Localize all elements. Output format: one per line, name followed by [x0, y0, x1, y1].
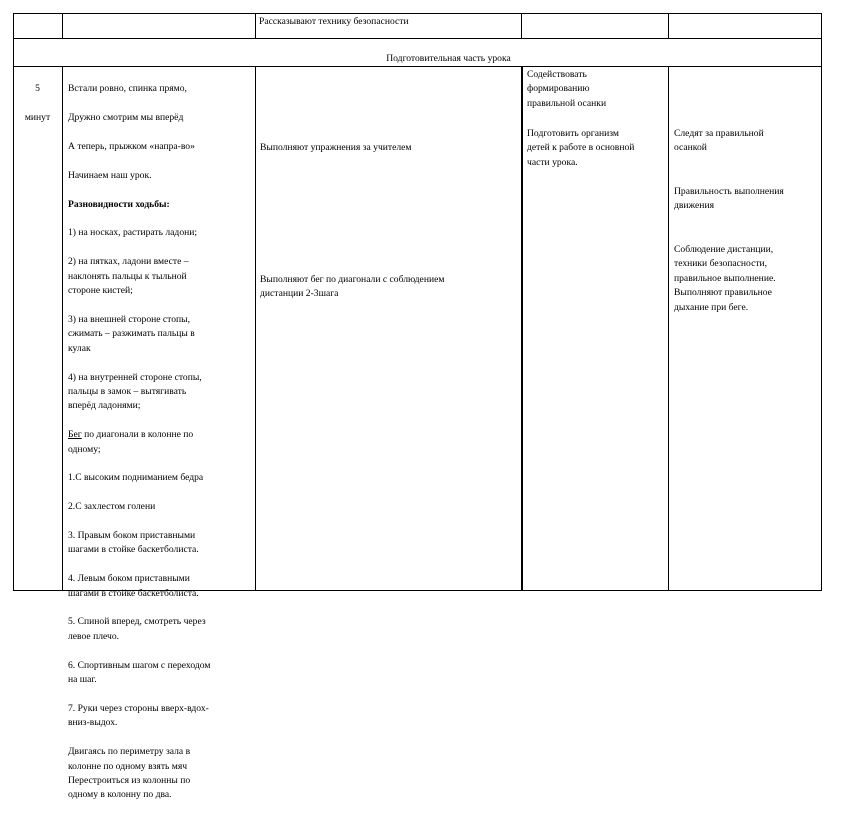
- activity-run-text: Выполняют бег по диагонали с соблюдением дистанции 2-3шага: [260, 274, 445, 300]
- walking-item: 4) на внутренней стороне стопы, пальцы в замок – вытягивать вперёд ладонями;: [68, 371, 202, 412]
- intro-line: А теперь, прыжком «напра-во»: [68, 141, 195, 153]
- goal-prepare-text: Подготовить организм детей к работе в основной части урока.: [527, 128, 635, 168]
- control-movement-text: Правильность выполнения движения: [674, 186, 784, 212]
- table-border-right: [821, 13, 822, 591]
- walking-item: 2) на пятках, ладони вместе – наклонять пальцы к тыльной стороне кистей;: [68, 256, 189, 297]
- run-heading: [68, 428, 253, 457]
- goal-posture-text: Содействовать формированию правильной осанки: [527, 69, 607, 109]
- time-number: 5: [35, 83, 40, 95]
- run-item: 4. Левым боком приставными шагами в стойке баскетболиста.: [68, 573, 199, 599]
- walking-heading: Разновидности ходьбы:: [68, 198, 170, 210]
- row1-activity-text: Рассказывают технику безопасности: [259, 16, 409, 27]
- run-item: 1.С высоким подниманием бедра: [68, 472, 204, 484]
- run-item: 7. Руки через стороны вверх-вдох- вниз-выдох.: [68, 702, 209, 729]
- table-border-top: [13, 13, 822, 14]
- column-divider-content-row1: [255, 13, 256, 39]
- run-item: 5. Спиной вперед, смотреть через левое плечо.: [68, 616, 206, 642]
- intro-line: Дружно смотрим мы вперёд: [68, 112, 184, 124]
- time-unit: минут: [24, 112, 51, 124]
- walking-item: 3) на внешней стороне стопы, сжимать – разжимать пальцы в кулак: [68, 313, 195, 354]
- column-divider-goals: [668, 66, 669, 591]
- control-distance-text: Соблюдение дистанции, техники безопасности, правильное выполнение. Выполняют правильное дыхание при беге.: [674, 244, 776, 313]
- column-divider-time: [62, 66, 63, 591]
- column-divider-activity: [521, 66, 523, 591]
- column-divider-activity-row1: [521, 13, 522, 39]
- section-title: Подготовительная часть урока: [386, 53, 511, 64]
- run-item: 2.С захлестом голени: [68, 501, 156, 513]
- run-word: Бег: [68, 429, 82, 441]
- intro-line: Начинаем наш урок.: [68, 169, 152, 181]
- column-divider-time-row1: [62, 13, 63, 39]
- activity-exercise-text: Выполняют упражнения за учителем: [260, 142, 412, 153]
- run-item: 3. Правым боком приставными шагами в стойке баскетболиста.: [68, 530, 199, 556]
- intro-line: Встали ровно, спинка прямо,: [68, 83, 187, 95]
- column-divider-content: [255, 66, 256, 591]
- table-border-row1-bottom: [13, 38, 822, 39]
- time-cell: [13, 68, 62, 140]
- run-item: 6. Спортивным шагом с переходом на шаг.: [68, 659, 211, 686]
- walking-item: 1) на носках, растирать ладони;: [68, 227, 198, 239]
- content-cell: [68, 68, 253, 817]
- run-description: по диагонали в колонне по одному;: [68, 429, 194, 455]
- column-divider-goals-row1: [668, 13, 669, 39]
- control-posture-text: Следят за правильной осанкой: [674, 128, 764, 154]
- closing-text: Двигаясь по периметру зала в колонне по одному взять мяч Перестроиться из колонны по одному в колонну по два.: [68, 746, 191, 801]
